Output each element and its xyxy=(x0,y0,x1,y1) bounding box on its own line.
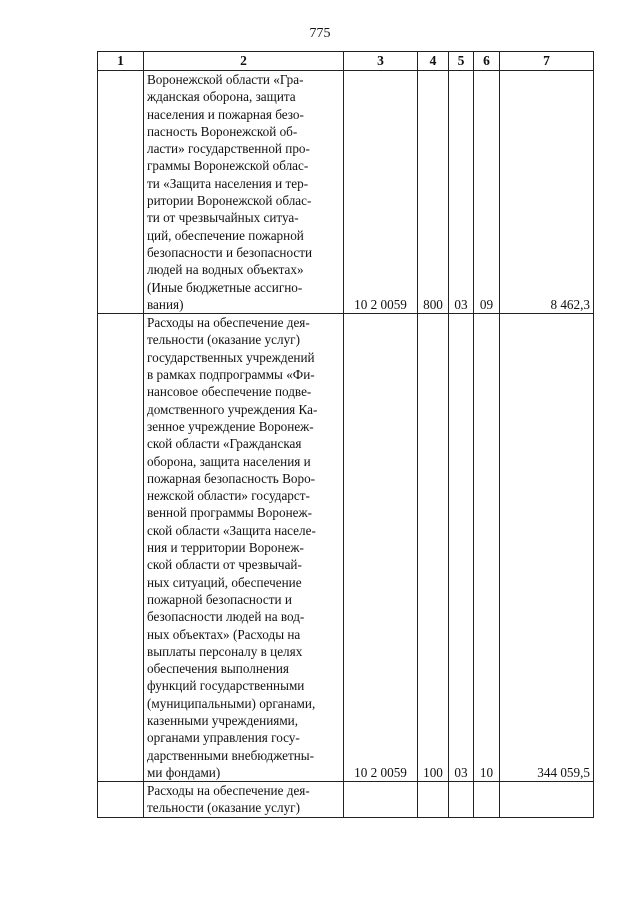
page-number: 775 xyxy=(309,26,331,41)
description-line: пожарная безопасность Воро- xyxy=(147,470,316,486)
description-line: граммы Воронежской облас- xyxy=(147,158,309,174)
description-line: домственного учреждения Ка- xyxy=(147,401,318,417)
header-col-4: 4 xyxy=(418,52,449,71)
description-line: функций государственными xyxy=(147,678,305,694)
description-line: обеспечения выполнения xyxy=(147,661,289,677)
description-line: ской области «Гражданская xyxy=(147,436,302,452)
description-line: дарственными внебюджетны- xyxy=(147,747,315,763)
table-row xyxy=(98,782,594,818)
description-line: ской области «Защита населе- xyxy=(147,522,316,538)
header-col-5: 5 xyxy=(449,52,474,71)
header-col-1: 1 xyxy=(98,52,144,71)
description-line: выплаты персоналу в целях xyxy=(147,643,303,659)
expense-type-cell: 800 xyxy=(418,71,449,314)
table-row xyxy=(98,71,594,314)
amount-cell: 344 059,5 xyxy=(500,314,594,782)
expense-type-cell xyxy=(418,782,449,818)
target-article-cell: 10 2 0059 xyxy=(344,71,418,314)
description-line: ти от чрезвычайных ситуа- xyxy=(147,210,299,226)
row-number-cell xyxy=(98,782,144,818)
description-line: Расходы на обеспечение дея- xyxy=(147,783,310,799)
description-line: ласти» государственной про- xyxy=(147,141,310,157)
description-line: пасность Воронежской об- xyxy=(147,123,298,139)
description-line: ций, обеспечение пожарной xyxy=(147,227,304,243)
description-line: безопасности и безопасности xyxy=(147,244,313,260)
table-header xyxy=(98,52,594,71)
description-line: ритории Воронежской облас- xyxy=(147,193,312,209)
description-line: нежской области» государст- xyxy=(147,488,310,504)
description-line: ской области от чрезвычай- xyxy=(147,557,302,573)
header-col-3: 3 xyxy=(344,52,418,71)
description-line: жданская оборона, защита xyxy=(147,89,296,105)
budget-table xyxy=(97,51,594,818)
table-row xyxy=(98,314,594,782)
section-cell: 03 xyxy=(449,71,474,314)
description-line: тельности (оказание услуг) xyxy=(147,800,300,816)
description-line: пожарной безопасности и xyxy=(147,591,292,607)
amount-cell xyxy=(500,782,594,818)
subsection-cell: 09 xyxy=(474,71,500,314)
description-line: (Иные бюджетные ассигно- xyxy=(147,279,303,295)
description-line: ния и территории Воронеж- xyxy=(147,540,304,556)
amount-cell: 8 462,3 xyxy=(500,71,594,314)
description-line: ных объектах» (Расходы на xyxy=(147,626,301,642)
description-line: оборона, защита населения и xyxy=(147,453,311,469)
description-line: нансовое обеспечение подве- xyxy=(147,384,312,400)
header-row xyxy=(98,52,594,71)
description-line: органами управления госу- xyxy=(147,730,300,746)
target-article-cell: 10 2 0059 xyxy=(344,314,418,782)
description-line: казенными учреждениями, xyxy=(147,712,299,728)
description-line: тельности (оказание услуг) xyxy=(147,332,300,348)
description-line: в рамках подпрограммы «Фи- xyxy=(147,367,315,383)
description-line: людей на водных объектах» xyxy=(147,262,304,278)
description-cell xyxy=(144,71,344,314)
expense-type-cell: 100 xyxy=(418,314,449,782)
description-cell xyxy=(144,782,344,818)
row-number-cell xyxy=(98,71,144,314)
description-line: вания) xyxy=(147,296,184,312)
subsection-cell xyxy=(474,782,500,818)
description-line: населения и пожарная безо- xyxy=(147,106,304,122)
section-cell: 03 xyxy=(449,314,474,782)
row-number-cell xyxy=(98,314,144,782)
header-col-7: 7 xyxy=(500,52,594,71)
table-body xyxy=(98,71,594,818)
description-line: ми фондами) xyxy=(147,764,221,780)
description-line: ти «Защита населения и тер- xyxy=(147,175,309,191)
subsection-cell: 10 xyxy=(474,314,500,782)
description-cell xyxy=(144,314,344,782)
section-cell xyxy=(449,782,474,818)
description-line: венной программы Воронеж- xyxy=(147,505,313,521)
description-line: ных ситуаций, обеспечение xyxy=(147,574,302,590)
header-col-6: 6 xyxy=(474,52,500,71)
target-article-cell xyxy=(344,782,418,818)
description-line: безопасности людей на вод- xyxy=(147,609,305,625)
description-line: государственных учреждений xyxy=(147,349,315,365)
description-line: Расходы на обеспечение дея- xyxy=(147,315,310,331)
description-line: Воронежской области «Гра- xyxy=(147,72,304,87)
header-col-2: 2 xyxy=(144,52,344,71)
description-line: зенное учреждение Воронеж- xyxy=(147,418,314,434)
description-line: (муниципальными) органами, xyxy=(147,695,316,711)
